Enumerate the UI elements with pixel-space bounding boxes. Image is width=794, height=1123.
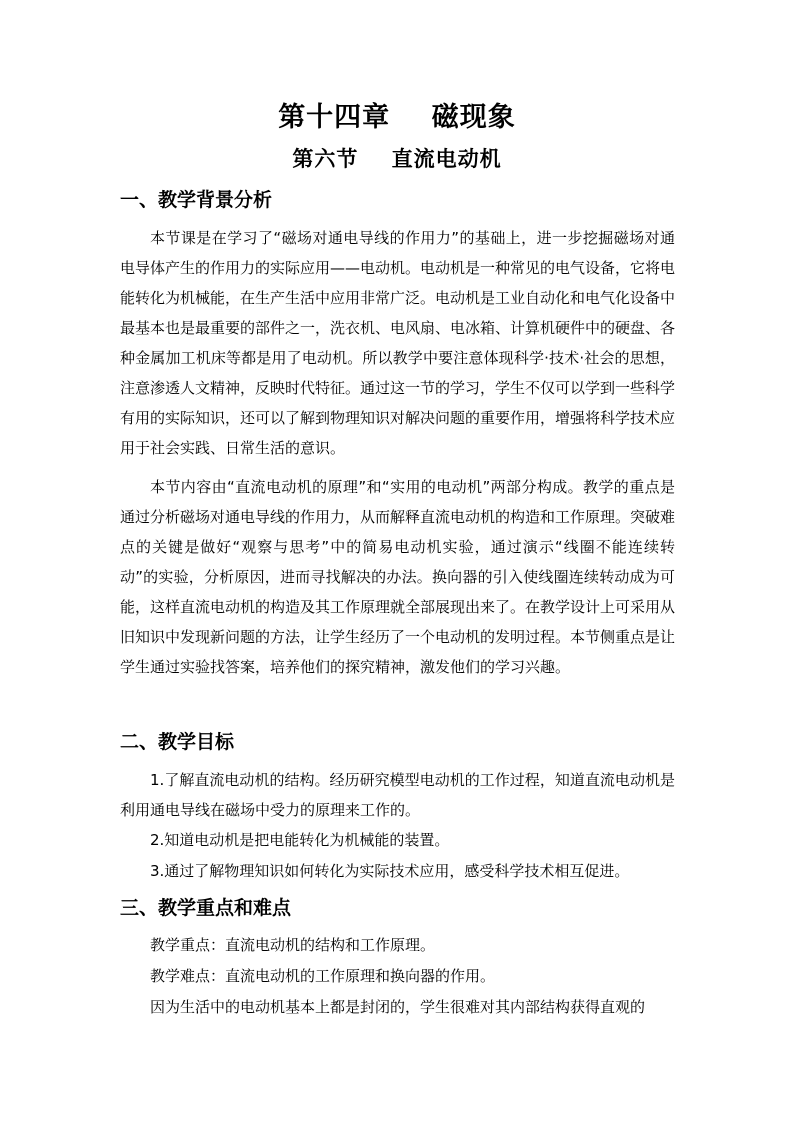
difficult-point-line: 教学难点：直流电动机的工作原理和换向器的作用。 [150,967,496,985]
section-heading-background: 一、教学背景分析 [120,189,273,211]
objective-item-1: 1.了解直流电动机的结构。经历研究模型电动机的工作过程，知道直流电动机是利用通电导线在磁场中受力的原理来工作的。 [120,771,675,819]
section-title: 第六节 直流电动机 [292,147,502,171]
key-point-line: 教学重点：直流电动机的结构和工作原理。 [150,936,436,954]
background-paragraph-1: 本节课是在学习了“磁场对通电导线的作用力”的基础上，进一步挖掘磁场对通电导体产生的作用力的实际应用——电动机。电动机是一种常见的电气设备，它将电能转化为机械能，在生产生活中应用非常广泛。电动机是工业自动化和电气化设备中最基本也是最重要的部件之一，洗衣机、电风扇、电冰箱、计算机硬件中的硬盘、各种金属加工机床等都是用了电动机。所以教学中要注意体现科学·技术·社会的思想，注意渗透人文精神，反映时代特征。通过这一节的学习，学生不仅可以学到一些科学有用的实际知识，还可以了解到物理知识对解决问题的重要作用，增强将科学技术应用于社会实践、日常生活的意识。 [120,229,676,457]
key-points-paragraph: 因为生活中的电动机基本上都是封闭的，学生很难对其内部结构获得直观的 [150,998,646,1016]
section-heading-objectives: 二、教学目标 [120,731,235,753]
section-heading-key-points: 三、教学重点和难点 [120,897,292,919]
objective-item-2: 2.知道电动机是把电能转化为机械能的装置。 [150,831,450,849]
background-paragraph-2: 本节内容由“直流电动机的原理”和“实用的电动机”两部分构成。教学的重点是通过分析磁场对通电导线的作用力，从而解释直流电动机的构造和工作原理。突破难点的关键是做好“观察与思考”中的简易电动机实验，通过演示“线圈不能连续转动”的实验，分析原因，进而寻找解决的办法。换向器的引入使线圈连续转动成为可能，这样直流电动机的构造及其工作原理就全部展现出来了。在教学设计上可采用从旧知识中发现新问题的方法，让学生经历了一个电动机的发明过程。本节侧重点是让学生通过实验找答案，培养他们的探究精神，激发他们的学习兴趣。 [120,478,676,676]
chapter-title: 第十四章 磁现象 [278,102,516,133]
objective-item-3: 3.通过了解物理知识如何转化为实际技术应用，感受科学技术相互促进。 [150,862,630,880]
